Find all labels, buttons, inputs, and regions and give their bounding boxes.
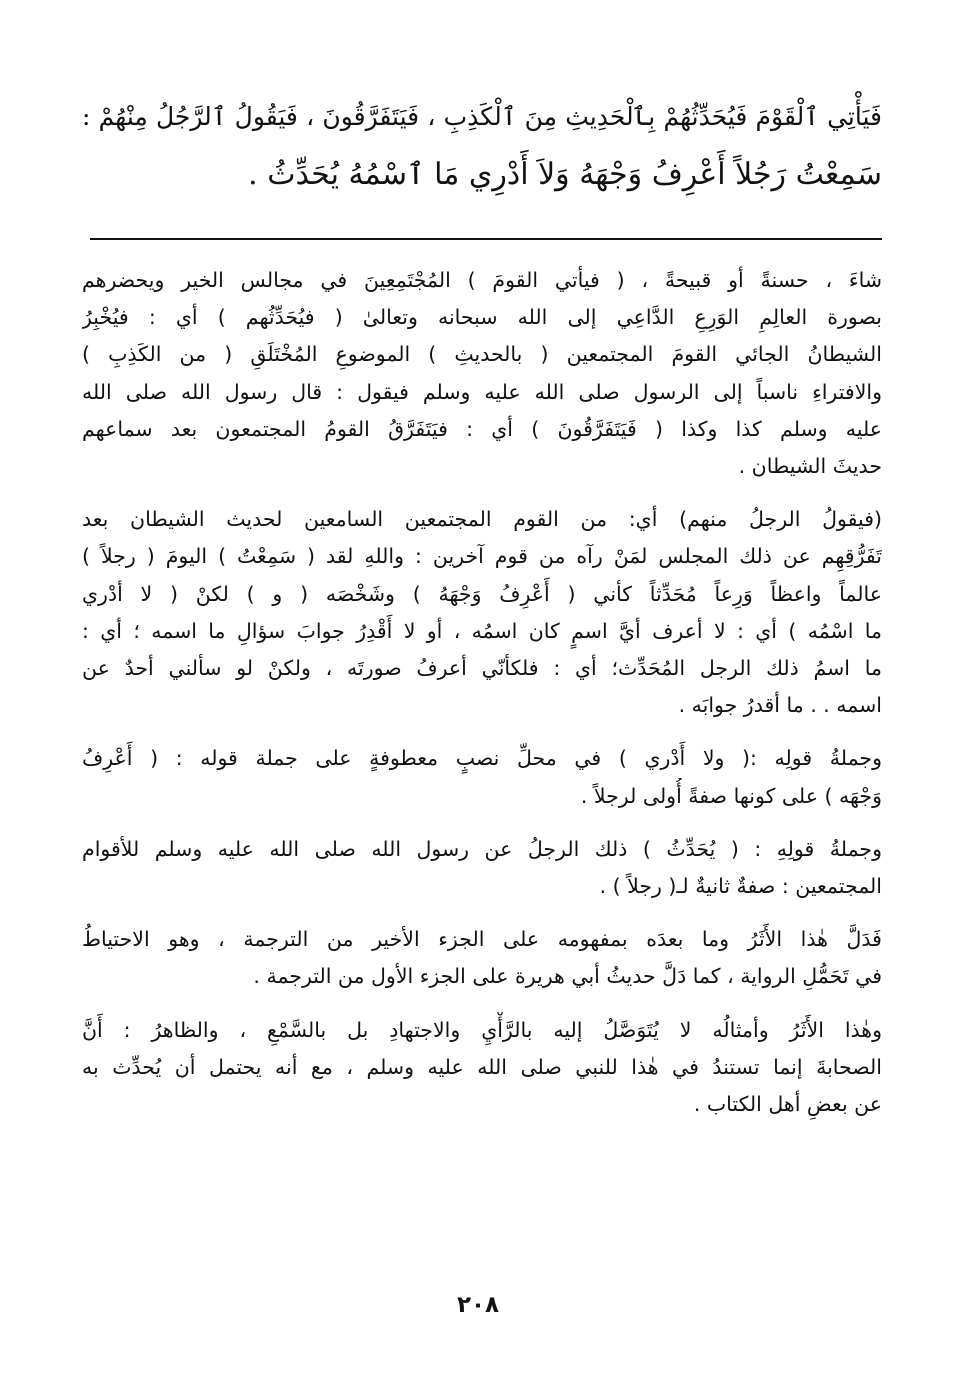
hadith-text	[82, 88, 882, 204]
commentary-line: اسمه . . ما أقدرُ جوابَه .	[678, 693, 882, 718]
commentary-line: فَدَلَّ هٰذا الأَثَرُ وما بعدَه بمفهومه على الجزء الأخير من الترجمة ، وهو الاحتياطُ	[82, 927, 882, 952]
commentary-paragraph	[82, 262, 882, 485]
commentary-paragraph	[82, 740, 882, 814]
commentary-line: حديثَ الشيطان .	[738, 454, 882, 479]
commentary-paragraph	[82, 831, 882, 905]
page-number: ٢٠٨	[456, 1292, 500, 1318]
commentary-line: شاءَ ، حسنةً أو قبيحةً ، ( فيأتي القومَ ) المُجْتَمِعِينَ في مجالس الخير ويحضرهم	[82, 268, 882, 292]
hadith-line: سَمِعْتُ رَجُلاً أَعْرِفُ وَجْهَهُ وَلاَ أَدْرِي مَا ٱسْمُهُ يُحَدِّثُ .	[248, 157, 882, 192]
commentary-line: عليه وسلم كذا وكذا ( فَيَتَفَرَّقُونَ ) أي : فيَتَفَرَّقُ القومُ المجتمعون بعد سماعهم	[82, 416, 882, 441]
commentary-line: الصحابةَ إنما تستندُ في هٰذا للنبي صلى الله عليه وسلم ، مع أنه يحتمل أن يُحدِّث به	[82, 1054, 882, 1079]
commentary-line: ما اسمُ ذلك الرجل المُحَدِّث؛ أي : فلكأنّي أعرفُ صورتَه ، ولكنْ لو سألني أحدٌ عن	[82, 656, 882, 681]
commentary-line: وجملةُ قولِهِ : ( يُحَدِّثُ ) ذلك الرجلُ عن رسول الله صلى الله عليه وسلم للأقوام	[82, 836, 882, 861]
commentary-paragraph	[82, 501, 882, 724]
commentary-paragraph	[82, 1012, 882, 1124]
commentary-line: ما اسْمُه ) أي : لا أعرف أيَّ اسمٍ كان اسمُه ، أو لا أَقْدِرُ جوابَ سؤالِ ما اسمه ؛ أي :	[82, 618, 882, 643]
commentary-line: عن بعضِ أهل الكتاب .	[693, 1092, 882, 1117]
commentary-line: وهٰذا الأَثَرُ وأمثالُه لا يُتَوَصَّلُ إليه بالرَّأْيِ والاجتهادِ بل بالسَّمْعِ ، والظاهرُ : أَنَّ	[82, 1017, 882, 1042]
commentary-line: وَجْهَه ) على كونها صفةً أُولى لرجلاً .	[580, 783, 882, 808]
commentary-paragraph	[82, 921, 882, 995]
commentary-text	[82, 262, 882, 1139]
commentary-line: (فيقولُ الرجلُ منهم) أي: من القوم المجتمعين السامعين لحديث الشيطان بعد	[82, 507, 882, 532]
commentary-line: في تَحَمُّلِ الرواية ، كما دَلَّ حديثُ أبي هريرة على الجزء الأول من الترجمة .	[253, 964, 882, 989]
commentary-line: والافتراءِ ناسباً إلى الرسول صلى الله عليه وسلم فيقول : قال رسول الله صلى الله	[82, 379, 882, 404]
commentary-line: المجتمعين : صفةٌ ثانيةٌ لـ( رجلاً ) .	[599, 874, 882, 899]
commentary-line: عالماً واعظاً وَرِعاً مُحَدِّثاً كأني ( أَعْرِفُ وَجْهَهُ ) وشَخْصَه ( و ) لكنْ ( لا أدْري	[82, 581, 882, 606]
commentary-line: الشيطانُ الجائي القومَ المجتمعين ( بالحديثِ ) الموضوعِ المُخْتَلَقِ ( من الكَذِبِ )	[82, 342, 882, 367]
commentary-line: بصورة العالِمِ الوَرِعِ الدَّاعِي إلى الله سبحانه وتعالىٰ ( فيُحَدِّثُهم ) أي : فيُخْبِرُ	[82, 305, 882, 330]
hadith-line: فَيَأْتِي ٱلْقَوْمَ فَيُحَدِّثُهُمْ بِٱلْحَدِيثِ مِنَ ٱلْكَذِبِ ، فَيَتَفَرَّقُونَ ، فَيَقُولُ ٱلرَّجُلُ مِنْهُمْ :	[82, 102, 882, 131]
hadith-paragraph	[82, 88, 882, 204]
commentary-line: وجملةُ قولِه :( ولا أَدْري ) في محلِّ نصبٍ معطوفةٍ على جملة قوله : ( أَعْرِفُ	[82, 746, 882, 771]
commentary-line: تَفَرُّقِهِم عن ذلك المجلس لمَنْ رآه من قوم آخرين : واللهِ لقد ( سَمِعْتُ ) اليومَ ( رجلاً )	[82, 544, 882, 569]
separator-rule	[90, 238, 882, 240]
